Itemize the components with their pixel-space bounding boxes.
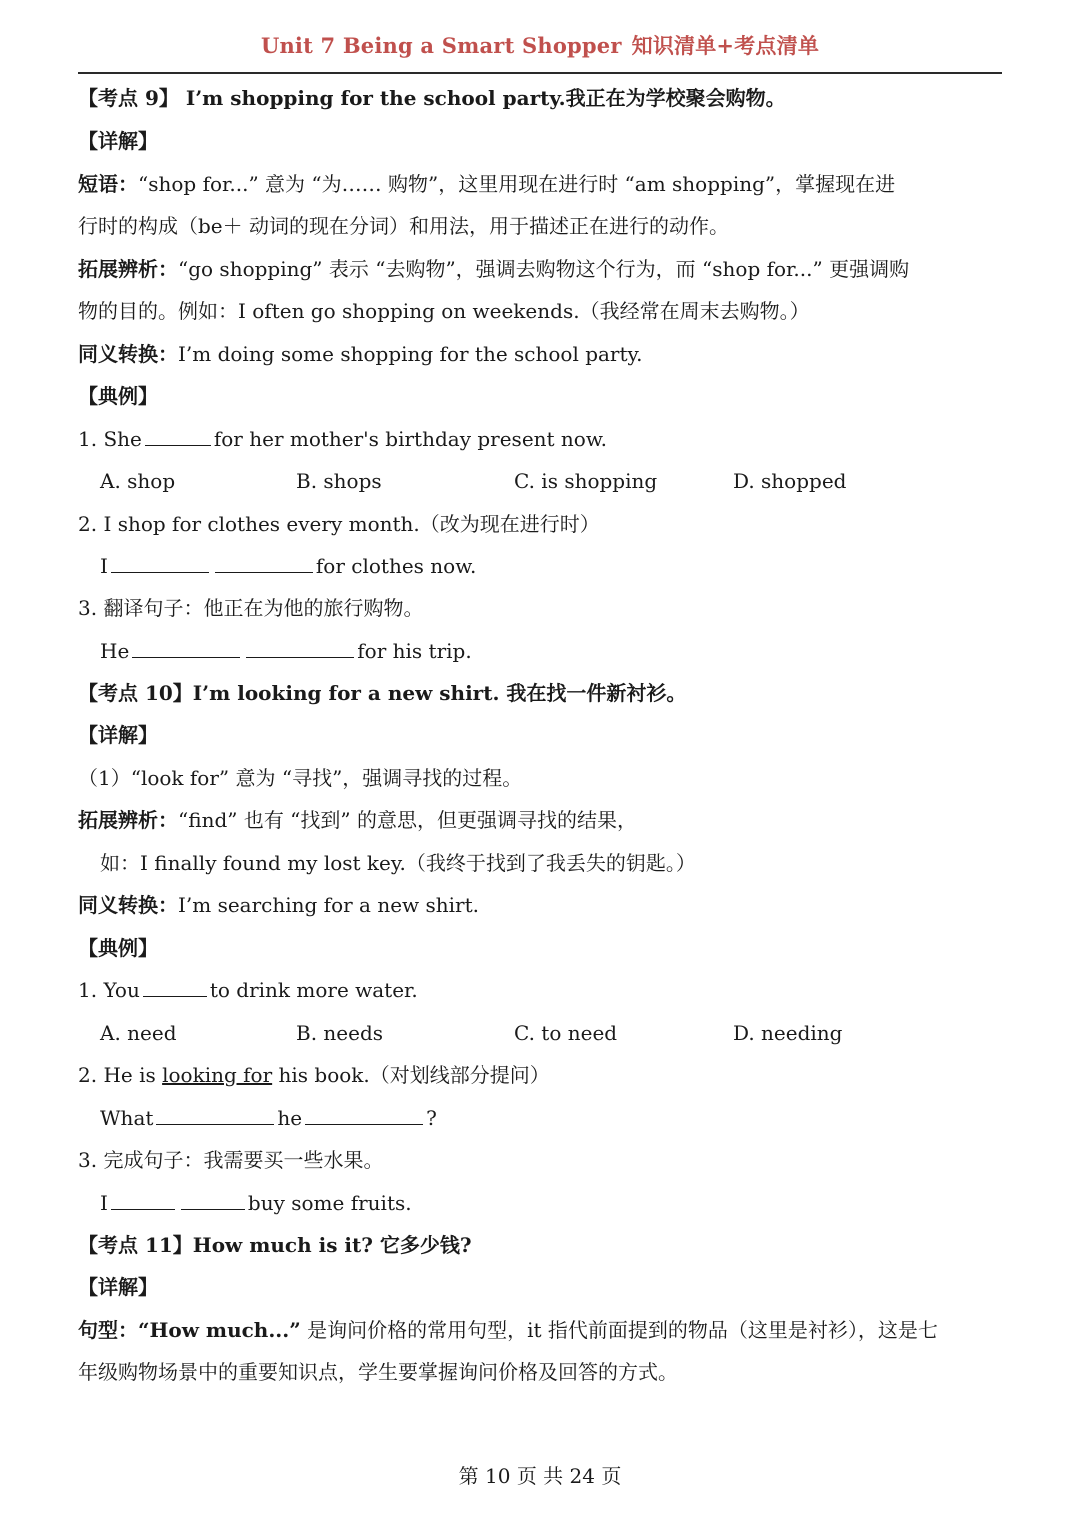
section-9-q1-options xyxy=(100,467,900,495)
section-10-q3-answer: I buy some fruits. xyxy=(100,1191,412,1215)
section-9-q1: 1. She for her mother's birthday present now. xyxy=(78,427,607,451)
option-b[interactable]: B. shops xyxy=(296,469,382,493)
answer-blank[interactable] xyxy=(145,425,211,446)
section-11-heading: 【考点 11】How much is it? 它多少钱? xyxy=(78,1233,472,1257)
section-10-example-tag: 【典例】 xyxy=(78,936,158,960)
option-b[interactable]: B. needs xyxy=(296,1021,384,1045)
section-9-phrase-line-2: 行时的构成（be＋ 动词的现在分词）和用法，用于描述正在进行的动作。 xyxy=(78,214,729,238)
section-10-detail-tag: 【详解】 xyxy=(78,723,158,747)
section-9-heading: 【考点 9】 I’m shopping for the school party.我正在为学校聚会购物。 xyxy=(78,86,786,110)
answer-blank[interactable] xyxy=(246,637,354,658)
section-10-q1-options xyxy=(100,1019,900,1047)
section-11-pattern-line-1: 句型：“How much...” 是询问价格的常用句型，it 指代前面提到的物品（这里是衬衫），这是七 xyxy=(78,1318,938,1342)
section-9-phrase-line-1: 短语：“shop for...” 意为 “为…… 购物”，这里用现在进行时 “am shopping”，掌握现在进 xyxy=(78,172,896,196)
header-divider xyxy=(78,72,1002,74)
section-9-extend-line-1: 拓展辨析：“go shopping” 表示 “去购物”，强调去购物这个行为，而 “shop for...” 更强调购 xyxy=(78,257,910,281)
answer-blank[interactable] xyxy=(143,976,207,997)
answer-blank[interactable] xyxy=(111,552,209,573)
section-9-example-tag: 【典例】 xyxy=(78,384,158,408)
section-10-extend-line-1: 拓展辨析：“find” 也有 “找到” 的意思，但更强调寻找的结果， xyxy=(78,808,637,832)
section-10-heading: 【考点 10】I’m looking for a new shirt. 我在找一件新衬衫。 xyxy=(78,681,687,705)
option-c[interactable]: C. to need xyxy=(514,1021,618,1045)
answer-blank[interactable] xyxy=(111,1189,175,1210)
option-c[interactable]: C. is shopping xyxy=(514,469,658,493)
option-a[interactable]: A. need xyxy=(100,1021,177,1045)
section-11-detail-tag: 【详解】 xyxy=(78,1275,158,1299)
header-title-cn: 知识清单+考点清单 xyxy=(631,33,820,58)
section-9-synonym: 同义转换：I’m doing some shopping for the school party. xyxy=(78,342,643,366)
section-9-q2-answer: I for clothes now. xyxy=(100,554,477,578)
section-9-q3-answer: He for his trip. xyxy=(100,639,472,663)
section-9-detail-tag: 【详解】 xyxy=(78,129,158,153)
answer-blank[interactable] xyxy=(305,1104,423,1125)
page-header xyxy=(0,30,1080,60)
section-10-extend-line-2: 如：I finally found my lost key.（我终于找到了我丢失的钥匙。） xyxy=(100,851,696,875)
answer-blank[interactable] xyxy=(156,1104,274,1125)
header-title-en: Unit 7 Being a Smart Shopper xyxy=(260,33,622,58)
option-a[interactable]: A. shop xyxy=(100,469,176,493)
section-10-synonym: 同义转换：I’m searching for a new shirt. xyxy=(78,893,480,917)
section-10-q2: 2. He is looking for his book.（对划线部分提问） xyxy=(78,1063,550,1087)
section-9-q3: 3. 翻译句子：他正在为他的旅行购物。 xyxy=(78,596,424,620)
section-11-pattern-line-2: 年级购物场景中的重要知识点，学生要掌握询问价格及回答的方式。 xyxy=(78,1360,678,1384)
section-10-q1: 1. You to drink more water. xyxy=(78,978,418,1002)
underlined-phrase: looking for xyxy=(162,1063,273,1087)
section-9-extend-line-2: 物的目的。例如：I often go shopping on weekends.（我经常在周末去购物。） xyxy=(78,299,810,323)
answer-blank[interactable] xyxy=(181,1189,245,1210)
section-9-q2: 2. I shop for clothes every month.（改为现在进行时） xyxy=(78,512,600,536)
option-d[interactable]: D. needing xyxy=(733,1021,843,1045)
section-10-q2-answer: What he ? xyxy=(100,1106,437,1130)
page-number: 第 10 页 共 24 页 xyxy=(458,1464,622,1488)
section-10-q3: 3. 完成句子：我需要买一些水果。 xyxy=(78,1148,384,1172)
option-d[interactable]: D. shopped xyxy=(733,469,847,493)
section-10-point-1: （1）“look for” 意为 “寻找”，强调寻找的过程。 xyxy=(78,766,523,790)
answer-blank[interactable] xyxy=(215,552,313,573)
answer-blank[interactable] xyxy=(132,637,240,658)
